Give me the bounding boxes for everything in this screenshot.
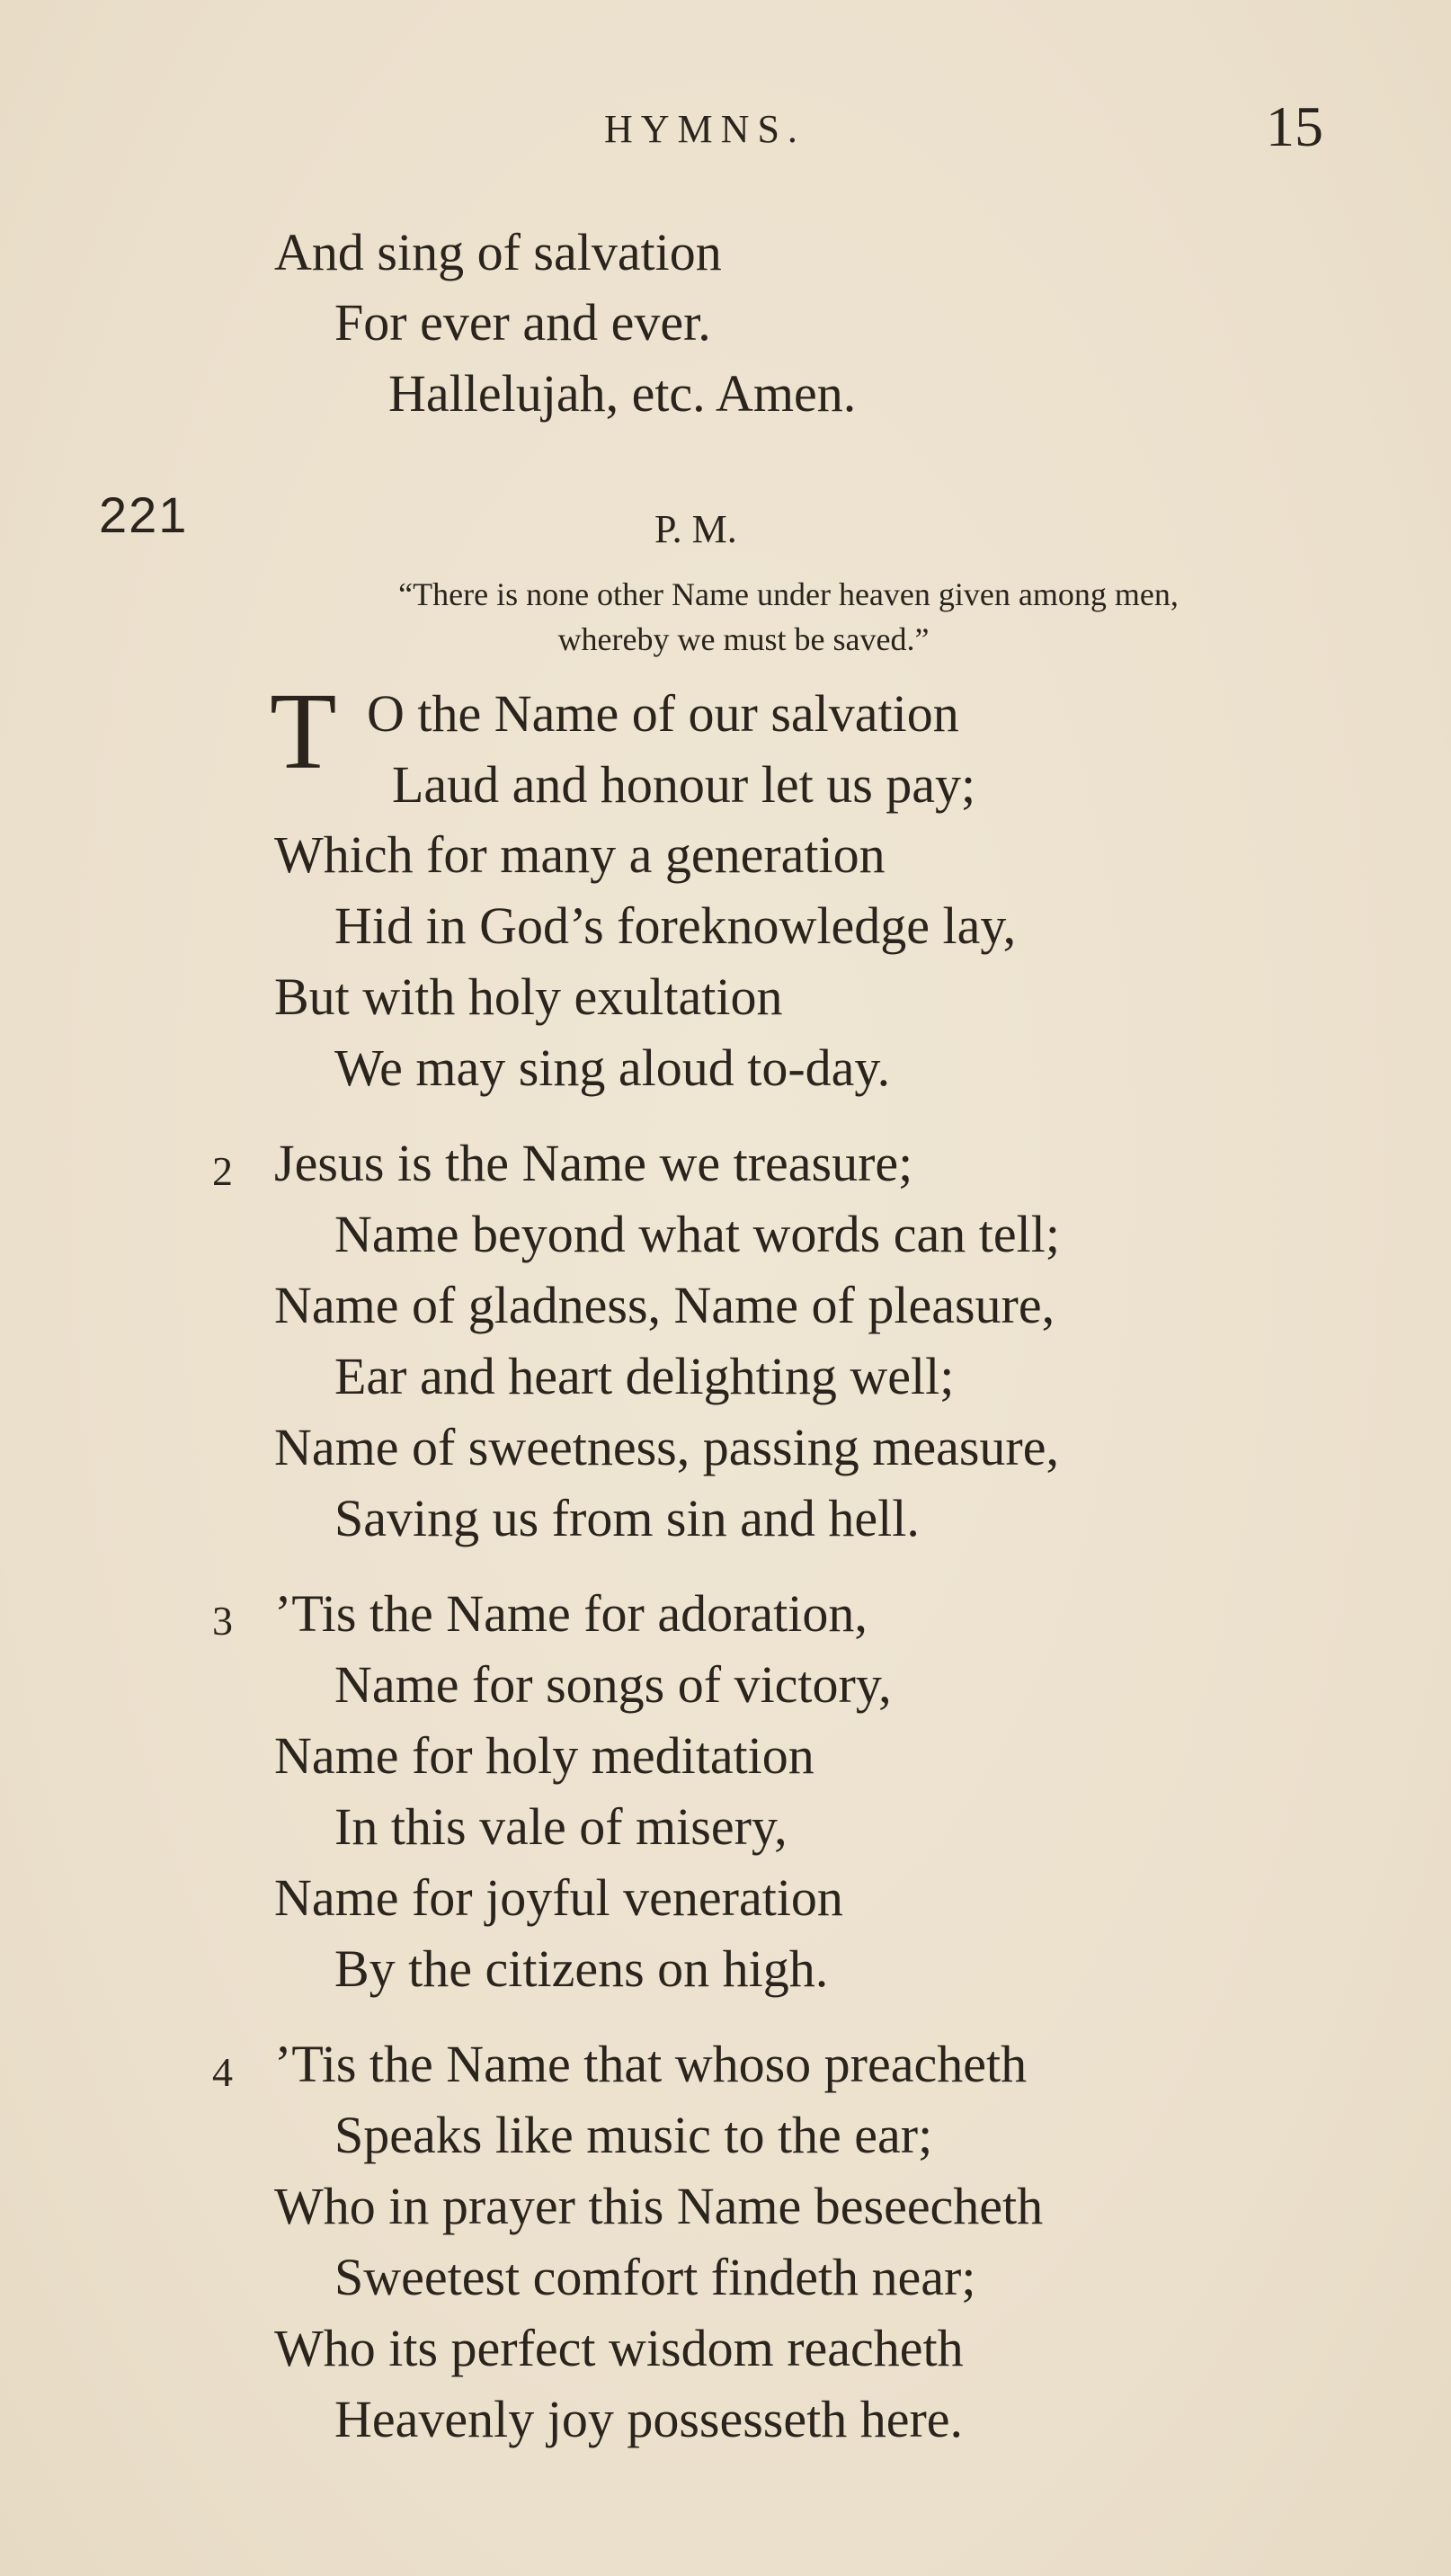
page-number: 15 bbox=[1266, 94, 1323, 158]
prev-hymn-line: And sing of salvation bbox=[274, 223, 722, 281]
verse-number: 3 bbox=[212, 1598, 233, 1644]
verse-1-line: Hid in God’s foreknowledge lay, bbox=[334, 896, 1017, 955]
verse-2-line: Name beyond what words can tell; bbox=[334, 1205, 1060, 1263]
verse-2-line: Ear and heart delighting well; bbox=[334, 1347, 955, 1405]
verse-4-line: Speaks like music to the ear; bbox=[334, 2106, 933, 2164]
prev-hymn-line: Hallelujah, etc. Amen. bbox=[388, 364, 857, 423]
verse-2-line: Saving us from sin and hell. bbox=[334, 1489, 920, 1547]
epigraph-line: “There is none other Name under heaven given among men, bbox=[398, 576, 1179, 612]
verse-3-line: In this vale of misery, bbox=[334, 1797, 788, 1856]
verse-2-line: Name of gladness, Name of pleasure, bbox=[274, 1276, 1055, 1334]
hymn-number: 221 bbox=[99, 486, 189, 543]
verse-1-line: We may sing aloud to-day. bbox=[334, 1038, 891, 1097]
verse-number: 4 bbox=[212, 2049, 233, 2095]
epigraph-line: whereby we must be saved.” bbox=[557, 621, 930, 657]
verse-3-line: Name for joyful veneration bbox=[274, 1868, 843, 1927]
hymn-meter: P. M. bbox=[654, 507, 737, 551]
verse-number: 2 bbox=[212, 1148, 233, 1194]
verse-4-line: ’Tis the Name that whoso preacheth bbox=[274, 2035, 1028, 2093]
running-title: HYMNS. bbox=[604, 107, 806, 151]
verse-4-line: Heavenly joy possesseth here. bbox=[334, 2390, 964, 2448]
verse-2-line: Jesus is the Name we treasure; bbox=[274, 1134, 913, 1192]
verse-3-line: Name for holy meditation bbox=[274, 1726, 815, 1785]
verse-2-line: Name of sweetness, passing measure, bbox=[274, 1418, 1059, 1476]
verse-3-line: ’Tis the Name for adoration, bbox=[274, 1584, 868, 1643]
verse-1-line: But with holy exultation bbox=[274, 967, 783, 1026]
verse-1-line: Laud and honour let us pay; bbox=[392, 755, 976, 814]
prev-hymn-line: For ever and ever. bbox=[334, 293, 711, 352]
verse-3-line: Name for songs of victory, bbox=[334, 1655, 892, 1714]
drop-cap: T bbox=[270, 671, 337, 792]
verse-4-line: Who in prayer this Name beseecheth bbox=[274, 2177, 1044, 2235]
verse-1-line: Which for many a generation bbox=[274, 825, 886, 884]
verse-4-line: Sweetest comfort findeth near; bbox=[334, 2248, 976, 2306]
verse-4-line: Who its perfect wisdom reacheth bbox=[274, 2319, 964, 2377]
verse-3-line: By the citizens on high. bbox=[334, 1939, 829, 1998]
verse-1-line: O the Name of our salvation bbox=[367, 684, 959, 743]
